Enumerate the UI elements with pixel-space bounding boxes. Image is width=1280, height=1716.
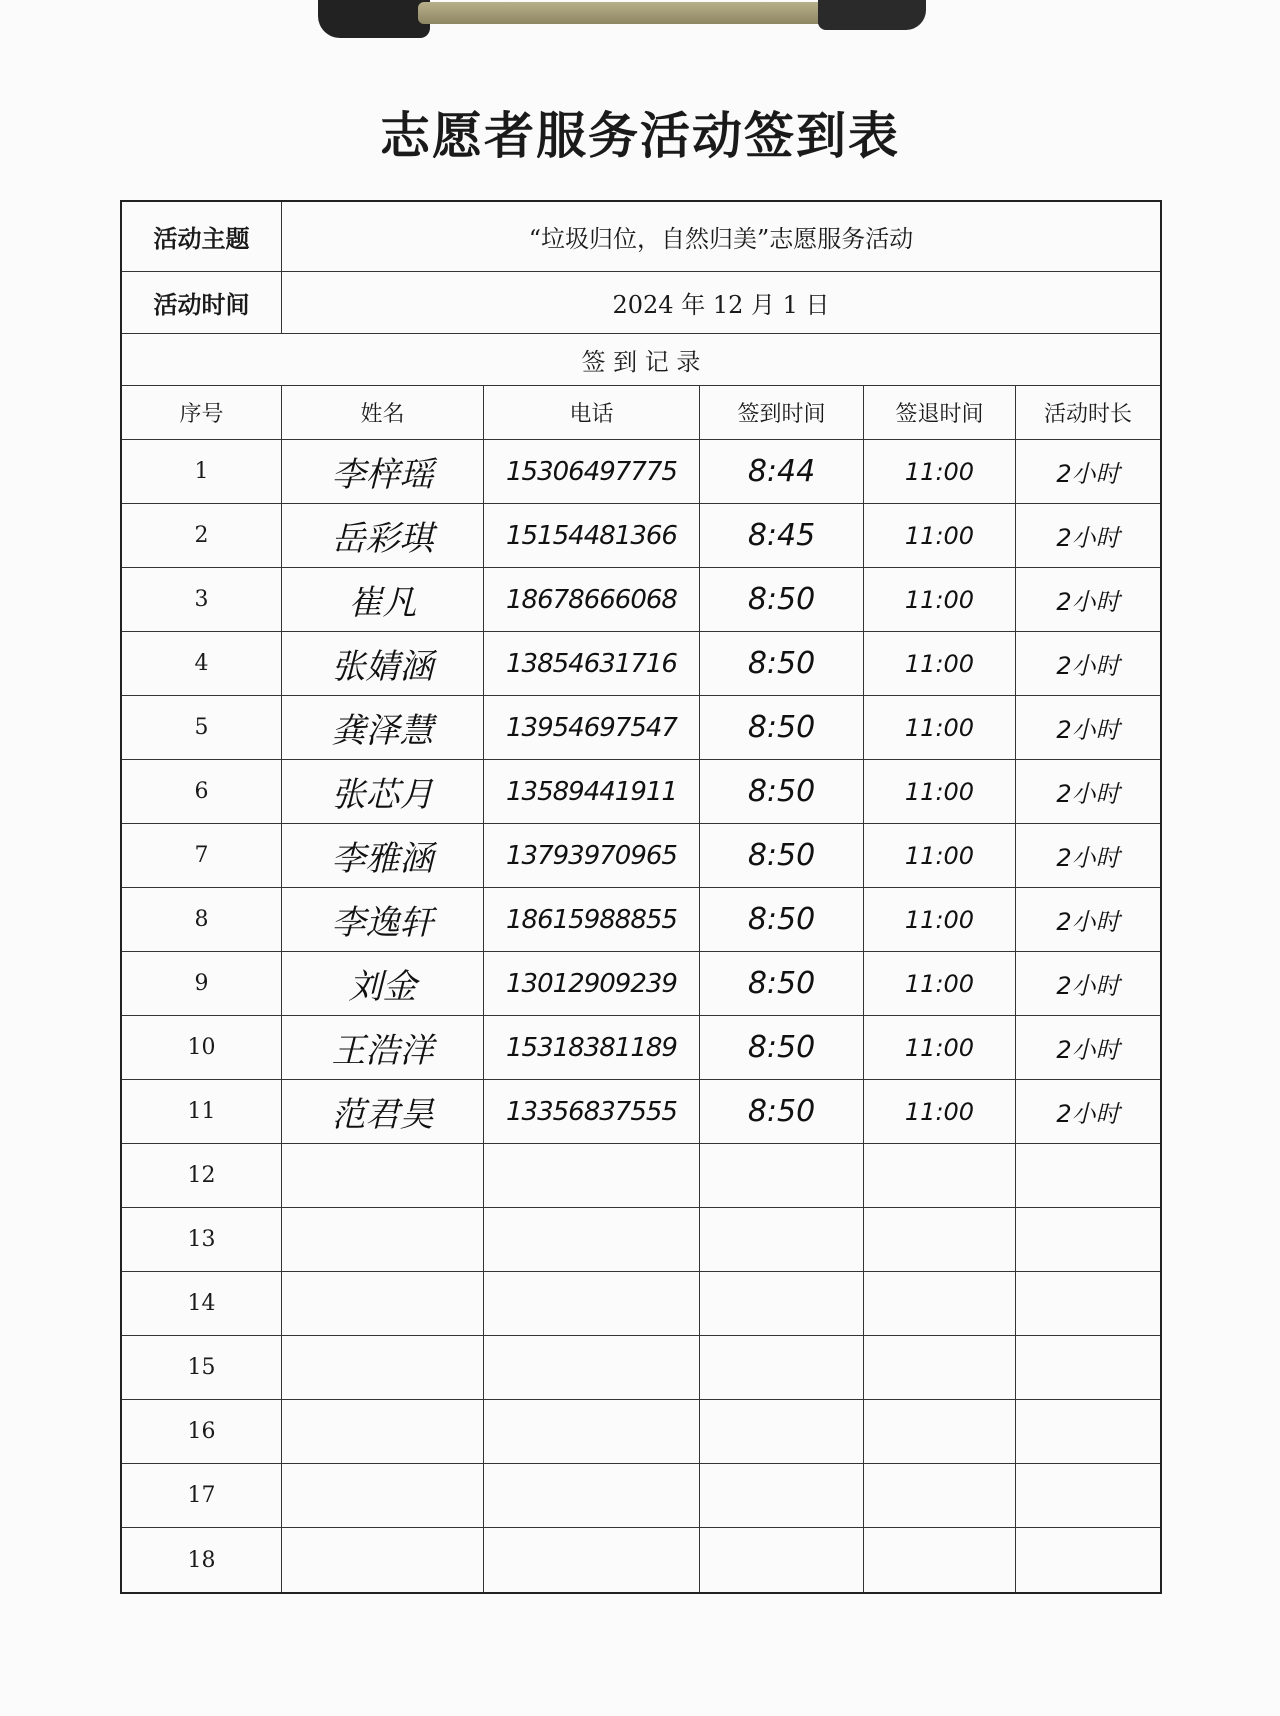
row-sign-out-time: 11:00 [864,888,1016,951]
row-duration: 2小时 [1056,780,1120,808]
row-seq: 2 [122,504,282,567]
row-sign-out-time: 11:00 [864,952,1016,1015]
row-seq: 10 [122,1016,282,1079]
row-duration: 2小时 [1056,716,1120,744]
row-sign-out-time: 11:00 [864,440,1016,503]
row-name [282,1400,484,1463]
row-name: 李梓瑶 [282,440,484,503]
clip-spring [418,2,828,24]
row-sign-in-time [700,1144,864,1207]
table-row [122,696,1160,760]
table-row [122,824,1160,888]
row-phone [484,1144,700,1207]
header-phone: 电话 [484,386,700,439]
row-name: 刘金 [282,952,484,1015]
row-name: 李逸轩 [282,888,484,951]
table-row [122,1272,1160,1336]
table-row [122,888,1160,952]
row-name: 李雅涵 [282,824,484,887]
section-title: 签 到 记 录 [581,348,701,376]
row-sign-in-time: 8:50 [700,696,864,759]
table-row [122,440,1160,504]
row-sign-out-time: 11:00 [864,696,1016,759]
table-row [122,1016,1160,1080]
row-duration: 2小时 [1056,844,1120,872]
header-row [122,386,1160,440]
row-phone: 18678666068 [484,568,700,631]
row-name: 张婧涵 [282,632,484,695]
theme-row [122,202,1160,272]
row-sign-out-time: 11:00 [864,504,1016,567]
row-name: 崔凡 [282,568,484,631]
row-duration [1016,1272,1160,1335]
binder-clip [318,0,926,40]
row-seq: 9 [122,952,282,1015]
row-sign-out-time [864,1336,1016,1399]
row-sign-in-time [700,1400,864,1463]
row-sign-out-time [864,1144,1016,1207]
header-duration: 活动时长 [1043,402,1132,427]
header-name: 姓名 [282,386,484,439]
row-duration [1016,1144,1160,1207]
table-row [122,1400,1160,1464]
row-phone [484,1400,700,1463]
theme-label: 活动主题 [122,202,282,271]
row-name [282,1464,484,1527]
row-seq: 12 [122,1144,282,1207]
row-seq: 11 [122,1080,282,1143]
table-row [122,568,1160,632]
row-sign-in-time [700,1528,864,1592]
table-row [122,1080,1160,1144]
row-seq: 7 [122,824,282,887]
row-sign-out-time [864,1464,1016,1527]
row-duration: 2小时 [1056,1036,1120,1064]
row-sign-in-time: 8:50 [700,824,864,887]
row-phone: 15154481366 [484,504,700,567]
row-duration [1016,1464,1160,1527]
row-phone [484,1528,700,1592]
table-row [122,760,1160,824]
header-sign-out: 签退时间 [864,386,1016,439]
document-title: 志愿者服务活动签到表 [380,107,900,165]
row-duration: 2小时 [1056,460,1120,488]
row-name [282,1528,484,1592]
row-name: 龚泽慧 [282,696,484,759]
row-duration: 2小时 [1056,652,1120,680]
row-sign-out-time: 11:00 [864,568,1016,631]
row-phone: 15306497775 [484,440,700,503]
row-sign-in-time: 8:45 [700,504,864,567]
table-row [122,1144,1160,1208]
row-sign-out-time [864,1528,1016,1592]
row-seq: 14 [122,1272,282,1335]
row-name [282,1144,484,1207]
row-seq: 8 [122,888,282,951]
row-phone [484,1208,700,1271]
row-seq: 15 [122,1336,282,1399]
clip-left-jaw [318,0,430,38]
time-value: 2024 年 12 月 1 日 [612,291,830,319]
row-name: 范君昊 [282,1080,484,1143]
row-name: 张芯月 [282,760,484,823]
row-sign-in-time [700,1336,864,1399]
row-phone [484,1272,700,1335]
row-sign-out-time [864,1208,1016,1271]
row-sign-in-time [700,1272,864,1335]
row-seq: 13 [122,1208,282,1271]
row-phone: 13854631716 [484,632,700,695]
row-duration [1016,1528,1160,1592]
row-seq: 16 [122,1400,282,1463]
row-seq: 3 [122,568,282,631]
header-seq: 序号 [122,386,282,439]
row-phone [484,1336,700,1399]
clip-right-jaw [818,0,926,30]
table-row [122,632,1160,696]
row-phone: 15318381189 [484,1016,700,1079]
table-body [122,440,1160,1592]
row-name [282,1272,484,1335]
row-duration [1016,1400,1160,1463]
row-phone: 13589441911 [484,760,700,823]
row-sign-in-time: 8:50 [700,952,864,1015]
row-sign-in-time [700,1208,864,1271]
row-duration: 2小时 [1056,972,1120,1000]
table-row [122,504,1160,568]
row-duration [1016,1336,1160,1399]
row-sign-out-time: 11:00 [864,1016,1016,1079]
row-name [282,1336,484,1399]
row-phone [484,1464,700,1527]
row-seq: 18 [122,1528,282,1592]
row-sign-out-time [864,1400,1016,1463]
row-sign-in-time: 8:50 [700,760,864,823]
row-sign-out-time [864,1272,1016,1335]
table-row [122,1464,1160,1528]
row-sign-in-time: 8:50 [700,1080,864,1143]
time-label: 活动时间 [122,272,282,333]
time-row [122,272,1160,334]
row-duration [1016,1208,1160,1271]
row-name: 岳彩琪 [282,504,484,567]
row-sign-in-time: 8:50 [700,632,864,695]
table-row [122,952,1160,1016]
row-phone: 13793970965 [484,824,700,887]
row-sign-in-time: 8:44 [700,440,864,503]
sign-in-table [120,200,1162,1594]
row-duration: 2小时 [1056,524,1120,552]
row-name: 王浩洋 [282,1016,484,1079]
section-row [122,334,1160,386]
row-sign-out-time: 11:00 [864,632,1016,695]
row-seq: 1 [122,440,282,503]
theme-value: “垃圾归位，自然归美”志愿服务活动 [528,225,914,253]
row-duration: 2小时 [1056,908,1120,936]
row-phone: 18615988855 [484,888,700,951]
row-duration: 2小时 [1056,588,1120,616]
row-sign-in-time: 8:50 [700,1016,864,1079]
table-row [122,1528,1160,1592]
row-sign-out-time: 11:00 [864,1080,1016,1143]
header-sign-in: 签到时间 [700,386,864,439]
row-sign-in-time: 8:50 [700,568,864,631]
row-phone: 13954697547 [484,696,700,759]
row-name [282,1208,484,1271]
row-phone: 13012909239 [484,952,700,1015]
row-sign-in-time: 8:50 [700,888,864,951]
row-seq: 6 [122,760,282,823]
row-phone: 13356837555 [484,1080,700,1143]
row-sign-out-time: 11:00 [864,760,1016,823]
table-row [122,1208,1160,1272]
row-duration: 2小时 [1056,1100,1120,1128]
row-seq: 4 [122,632,282,695]
row-sign-out-time: 11:00 [864,824,1016,887]
row-seq: 5 [122,696,282,759]
table-row [122,1336,1160,1400]
row-sign-in-time [700,1464,864,1527]
row-seq: 17 [122,1464,282,1527]
